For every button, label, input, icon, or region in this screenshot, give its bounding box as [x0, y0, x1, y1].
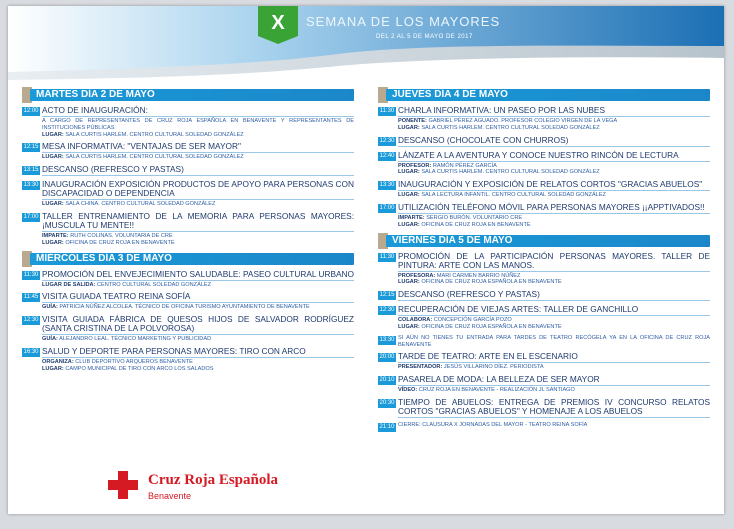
time-badge: 21:10 — [379, 423, 395, 430]
event-title: DESCANSO (CHOCOLATE CON CHURROS) — [398, 134, 569, 145]
event-detail-label: LUGAR: — [398, 124, 420, 131]
day-header — [378, 89, 710, 101]
day-section — [378, 235, 710, 429]
event-logo — [258, 6, 298, 44]
event-detail — [42, 201, 354, 208]
event-detail-label: LUGAR: — [42, 239, 64, 246]
event-detail-text: SALA CHINA. CENTRO CULTURAL SOLEDAD GONZÁLEZ — [65, 201, 216, 208]
time-badge: 13:30 — [23, 182, 39, 189]
event-detail-text: A CARGO DE REPRESENTANTES DE CRUZ ROJA ESPAÑOLA EN BENAVENTE Y REPRESENTANTES DE INSTITUCIONES PÚBLICAS — [42, 118, 354, 131]
schedule-event — [378, 252, 710, 287]
event-detail — [42, 336, 354, 343]
event-title: INAUGURACIÓN Y EXPOSICIÓN DE RELATOS CORTOS "GRACIAS ABUELOS" — [398, 179, 703, 190]
event-detail — [398, 422, 710, 429]
left-column — [22, 89, 354, 379]
schedule-event — [378, 203, 710, 229]
day-title: MARTES DÍA 2 DE MAYO — [36, 89, 155, 100]
event-detail — [42, 304, 354, 311]
event-title: DESCANSO (REFRESCO Y PASTAS) — [42, 164, 184, 175]
event-detail-text: SALA CURTIS HARLEM. CENTRO CULTURAL SOLEDAD GONZÁLEZ — [421, 169, 600, 176]
event-detail — [398, 335, 710, 349]
schedule-event — [378, 305, 710, 331]
day-section — [378, 89, 710, 229]
time-badge: 12:00 — [23, 108, 39, 114]
event-detail-label: PROFESORA: — [398, 272, 436, 279]
time-badge: 12:30 — [23, 317, 39, 324]
schedule-event — [378, 422, 710, 429]
event-detail — [398, 125, 710, 132]
schedule-event — [22, 180, 354, 208]
event-detail — [398, 279, 710, 286]
event-detail — [398, 118, 710, 125]
time-badge: 12:30 — [379, 307, 395, 314]
event-detail-text: CIERRE: CLAUSURA X JORNADAS DEL MAYOR - TEATRO REINA SOFÍA — [398, 421, 588, 428]
event-detail-text: SI AÚN NO TIENES TU ENTRADA PARA TARDES DE TEATRO RECÓGELA YA EN LA OFICINA DE CRUZ ROJA BENAVENTE — [398, 334, 710, 348]
schedule-event — [378, 352, 710, 371]
day-section — [22, 89, 354, 247]
day-section — [22, 253, 354, 373]
time-badge: 17:00 — [23, 213, 39, 220]
banner-title: SEMANA DE LOS MAYORES — [306, 14, 501, 29]
event-detail-text: RAMÓN PÉREZ GARCÍA — [432, 162, 497, 169]
event-detail — [398, 324, 710, 331]
event-detail — [398, 192, 710, 199]
event-title: INAUGURACIÓN EXPOSICIÓN PRODUCTOS DE APOYO PARA PERSONAS CON DISCAPACIDAD O DEPENDENCIA — [42, 179, 354, 199]
event-title: PROMOCIÓN DE LA PARTICIPACIÓN PERSONAS MAYORES. TALLER DE PINTURA: ARTE CON LAS MANOS. — [398, 250, 710, 270]
event-detail — [42, 118, 354, 132]
event-detail-label: LUGAR: — [42, 201, 64, 208]
time-badge: 20:30 — [379, 399, 395, 406]
event-underline — [398, 116, 710, 117]
event-detail-label: GUÍA: — [42, 304, 58, 311]
event-underline — [42, 357, 354, 358]
event-underline — [42, 280, 354, 281]
event-detail-label: COLABORA: — [398, 317, 433, 324]
event-detail-text: MARI CARMEN BARRIO NÚÑEZ — [436, 272, 521, 279]
event-title: SALUD Y DEPORTE PARA PERSONAS MAYORES: TIRO CON ARCO — [42, 345, 306, 356]
time-badge: 20:10 — [379, 377, 395, 384]
event-detail-label: LUGAR: — [398, 221, 420, 228]
schedule-event — [22, 212, 354, 247]
event-detail — [42, 240, 354, 247]
event-underline — [398, 146, 710, 147]
schedule-event — [22, 165, 354, 176]
red-cross-icon-bar — [108, 480, 138, 490]
event-detail-text: SERGIO BURÓN. VOLUNTARIO CRE — [426, 214, 523, 221]
event-detail-text: SALA CURTIS HARLEM. CENTRO CULTURAL SOLEDAD GONZÁLEZ — [65, 154, 244, 161]
time-badge: 13:15 — [23, 167, 39, 174]
event-detail-text: OFICINA DE CRUZ ROJA EN BENAVENTE — [65, 239, 175, 246]
flyer-page — [8, 6, 724, 514]
event-detail-text: CAMPO MUNICIPAL DE TIRO CON ARCO LOS SALADOS — [65, 365, 214, 372]
event-detail — [42, 359, 354, 366]
event-detail-label: PROFESOR: — [398, 162, 432, 169]
cruz-roja-logo — [108, 468, 278, 508]
event-title: TIEMPO DE ABUELOS: ENTREGA DE PREMIOS IV CONCURSO RELATOS CORTOS "GRACIAS ABUELOS" Y HOMENAJE A LOS ABUELOS — [398, 396, 710, 416]
event-detail — [398, 215, 710, 222]
event-title: PROMOCIÓN DEL ENVEJECIMIENTO SALUDABLE: PASEO CULTURAL URBANO — [42, 268, 354, 279]
event-title: VISITA GUIADA FÁBRICA DE QUESOS HIJOS DE SALVADOR RODRÍGUEZ (SANTA CRISTINA DE LA POLVOROSA) — [42, 314, 354, 334]
day-title: JUEVES DÍA 4 DE MAYO — [392, 89, 508, 100]
day-header — [378, 235, 710, 247]
time-badge: 12:15 — [379, 292, 395, 299]
time-badge: 11:30 — [23, 271, 39, 278]
event-underline — [42, 231, 354, 232]
event-detail-label: VÍDEO: — [398, 387, 418, 394]
time-badge: 16:30 — [23, 348, 39, 355]
time-badge: 13:30 — [379, 336, 395, 343]
event-underline — [398, 161, 710, 162]
event-detail-label: ORGANIZA: — [42, 358, 74, 365]
event-detail-label: LUGAR: — [398, 279, 420, 286]
event-underline — [398, 271, 710, 272]
event-detail-label: LUGAR: — [398, 192, 420, 199]
day-title: VIERNES DÍA 5 DE MAYO — [392, 234, 513, 246]
event-detail-text: RUTH COLINAS. VOLUNTARIA DE CRE — [70, 232, 173, 239]
event-title: CHARLA INFORMATIVA: UN PASEO POR LAS NUBES — [398, 105, 606, 115]
event-detail-text: SALA CURTIS HARLEM. CENTRO CULTURAL SOLEDAD GONZÁLEZ — [65, 131, 244, 138]
banner-subtitle: DEL 2 AL 5 DE MAYO DE 2017 — [376, 34, 473, 40]
event-detail — [42, 132, 354, 139]
event-detail-label: PRESENTADOR: — [398, 364, 443, 371]
event-detail — [42, 154, 354, 161]
event-detail-label: GUÍA: — [42, 336, 58, 343]
event-title: ACTO DE INAUGURACIÓN: — [42, 105, 148, 115]
event-detail-text: OFICINA DE CRUZ ROJA EN BENAVENTE — [421, 221, 531, 228]
event-title: TALLER ENTRENAMIENTO DE LA MEMORIA PARA PERSONAS MAYORES: ¡MUSCULA TU MENTE!! — [42, 210, 354, 230]
event-detail — [42, 282, 354, 289]
event-detail-label: LUGAR: — [398, 169, 420, 176]
event-detail — [42, 233, 354, 240]
event-detail — [42, 366, 354, 373]
event-detail-text: CRUZ ROJA EN BENAVENTE - REALIZACIÓN JL SANTIAGO — [418, 387, 575, 394]
event-detail-label: PONENTE: — [398, 118, 427, 124]
schedule-event — [378, 398, 710, 418]
time-badge: 12:30 — [379, 137, 395, 144]
schedule-event — [22, 315, 354, 343]
event-title: LÁNZATE A LA AVENTURA Y CONOCE NUESTRO RINCÓN DE LECTURA — [398, 149, 679, 160]
time-badge: 12:15 — [23, 144, 39, 151]
day-header — [22, 253, 354, 265]
event-underline — [42, 175, 354, 176]
schedule-event — [378, 375, 710, 394]
event-detail — [398, 317, 710, 324]
schedule-event — [378, 106, 710, 132]
event-underline — [42, 116, 354, 117]
event-detail-label: IMPARTE: — [42, 232, 69, 239]
time-badge: 11:30 — [379, 253, 395, 260]
schedule-event — [378, 180, 710, 199]
schedule-event — [378, 290, 710, 301]
event-detail-text: OFICINA DE CRUZ ROJA ESPAÑOLA EN BENAVENTE — [421, 279, 562, 286]
event-detail-text: CLUB DEPORTIVO ARQUEROS BENAVENTE — [75, 358, 193, 365]
schedule-event — [22, 270, 354, 289]
event-detail-text: CENTRO CULTURAL SOLEDAD GONZÁLEZ — [97, 281, 212, 288]
event-detail-label: IMPARTE: — [398, 214, 425, 221]
event-underline — [398, 213, 710, 214]
event-detail-text: SALA LECTURA INFANTIL. CENTRO CULTURAL SOLEDAD GONZÁLEZ — [421, 192, 606, 199]
event-detail-text: SALA CURTIS HARLEM. CENTRO CULTURAL SOLEDAD GONZÁLEZ — [421, 124, 600, 131]
event-detail-label: LUGAR: — [42, 365, 64, 372]
event-underline — [398, 417, 710, 418]
time-badge: 11:45 — [23, 294, 39, 301]
time-badge: 11:30 — [379, 108, 395, 114]
day-title: MIÉRCOLES DÍA 3 DE MAYO — [36, 252, 172, 264]
time-badge: 17:00 — [379, 204, 395, 211]
schedule-event — [22, 292, 354, 311]
event-title: RECUPERACIÓN DE VIEJAS ARTES: TALLER DE GANCHILLO — [398, 304, 639, 315]
event-detail-label: LUGAR: — [42, 131, 64, 138]
event-title: DESCANSO (REFRESCO Y PASTAS) — [398, 289, 540, 300]
event-detail-text: CONCEPCIÓN GARCÍA POZO — [433, 317, 512, 324]
schedule-event — [378, 136, 710, 147]
org-city: Benavente — [148, 491, 192, 501]
schedule-event — [22, 142, 354, 161]
schedule-event — [22, 347, 354, 373]
event-title: VISITA GUIADA TEATRO REINA SOFÍA — [42, 291, 191, 302]
event-title: UTILIZACIÓN TELÉFONO MÓVIL PARA PERSONAS MAYORES ¡¡APPTIVADOS!! — [398, 201, 705, 212]
day-header — [22, 89, 354, 101]
event-detail-label: LUGAR: — [42, 154, 64, 161]
event-title: MESA INFORMATIVA: "VENTAJAS DE SER MAYOR" — [42, 141, 241, 152]
event-detail — [398, 222, 710, 229]
event-underline — [398, 385, 710, 386]
time-badge: 13:30 — [379, 182, 395, 189]
schedule-event — [378, 335, 710, 349]
event-detail-text: GABRIEL PÉREZ AGUADO. PROFESOR COLEGIO VIRGEN DE LA VEGA — [428, 118, 618, 124]
event-detail — [398, 169, 710, 176]
event-detail-text: PATRICIA NÚÑEZ ALCOLEA. TÉCNICO DE OFICINA TURISMO AYUNTAMIENTO DE BENAVENTE — [59, 304, 310, 311]
org-name: Cruz Roja Española — [148, 472, 279, 488]
event-detail-label: LUGAR DE SALIDA: — [42, 281, 96, 288]
event-title: PASARELA DE MODA: LA BELLEZA DE SER MAYOR — [398, 374, 600, 385]
event-detail — [398, 387, 710, 394]
event-title: TARDE DE TEATRO: ARTE EN EL ESCENARIO — [398, 351, 578, 362]
event-detail-text: JESÚS VILLARINO DÍEZ. PERIODISTA — [443, 364, 544, 371]
event-detail — [398, 364, 710, 371]
schedule-event — [22, 106, 354, 138]
schedule-event — [378, 151, 710, 177]
right-column — [378, 89, 710, 435]
event-detail-label: LUGAR: — [398, 323, 420, 330]
time-badge: 20:00 — [379, 354, 395, 361]
event-logo-glyph: X — [271, 12, 285, 34]
event-underline — [398, 300, 710, 301]
time-badge: 12:40 — [379, 152, 395, 159]
event-detail-text: OFICINA DE CRUZ ROJA ESPAÑOLA EN BENAVENTE — [421, 323, 562, 330]
event-detail-text: ALEJANDRO LEAL. TÉCNICO MARKETING Y PUBLICIDAD — [59, 336, 212, 343]
